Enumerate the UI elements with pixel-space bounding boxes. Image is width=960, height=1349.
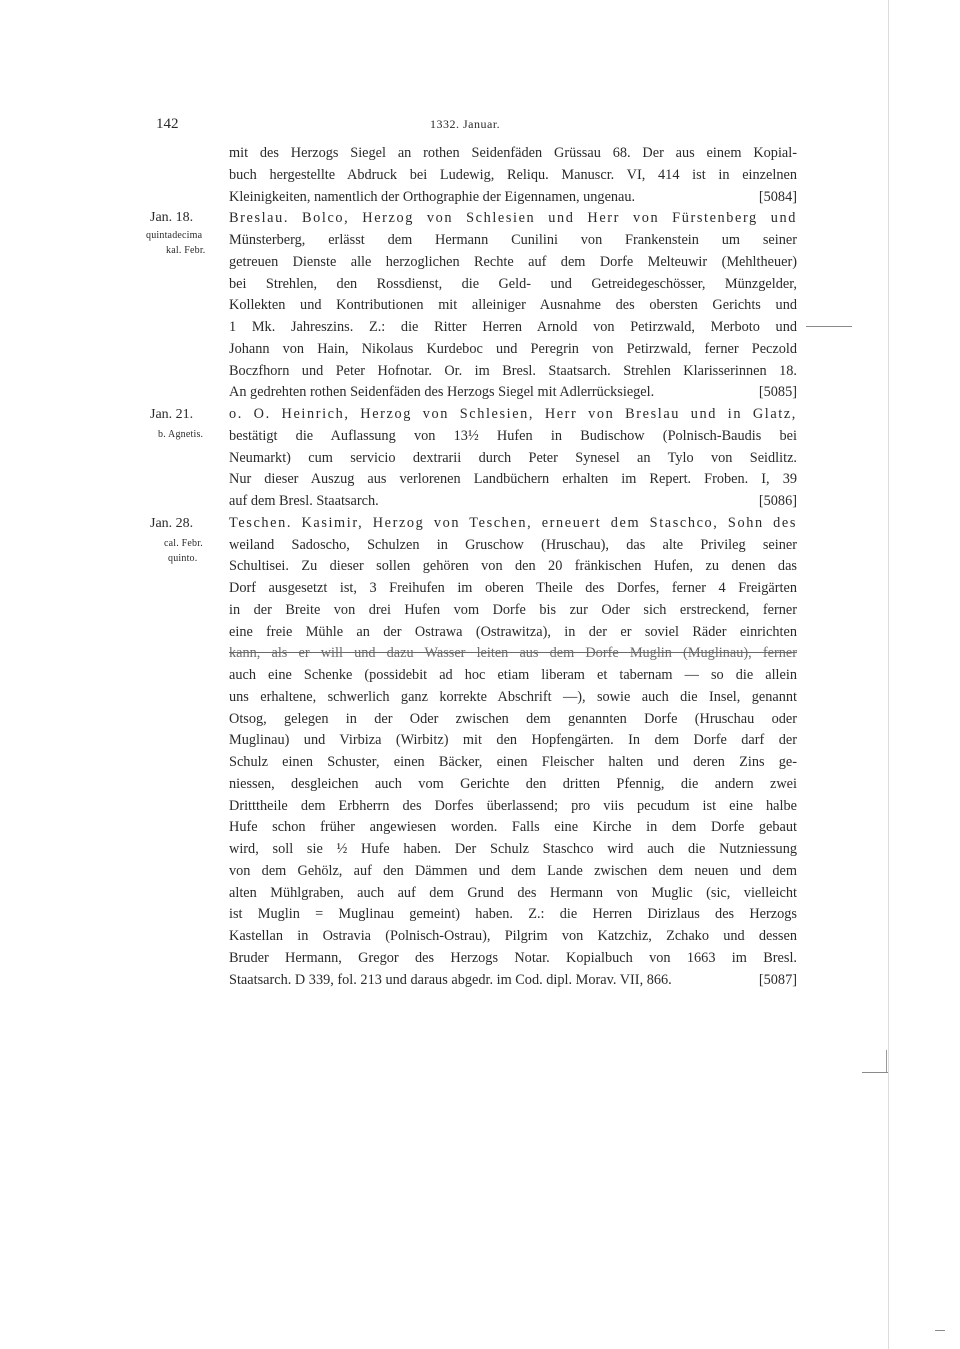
text-line: auch eine Schenke (possidebit ad hoc etiam liberam et tabernam — so die allein — [229, 667, 797, 683]
text-line: Münsterberg, erlässt dem Hermann Cunilini von Frankenstein um seiner — [229, 232, 797, 248]
margin-date: Jan. 18. — [150, 210, 194, 225]
text-line: von dem Gehölz, auf den Dämmen und dem Lande zwischen dem neuen und dem — [229, 862, 797, 879]
text-line: auf dem Bresl. Staatsarch. — [229, 493, 379, 509]
text-line: Hufe schon früher angewiesen worden. Falls eine Kirche in dem Dorfe gebaut — [229, 819, 797, 836]
text-line: Neumarkt) cum servicio dextrarii durch Peter Synesel an Tylo von Seidlitz. — [229, 449, 797, 466]
text-line: Boczfhorn und Peter Hofnotar. Or. im Bresl. Staatsarch. Strehlen Klarisserinnen 18. — [229, 362, 797, 379]
text-line: Dorf ausgesetzt ist, 3 Freihufen im oberen Theile des Dorfes, ferner 4 Freigärten — [229, 580, 797, 596]
margin-note-2 — [150, 407, 230, 442]
margin-line: kal. Febr. — [166, 245, 206, 256]
margin-date: Jan. 21. — [150, 407, 194, 422]
margin-line: cal. Febr. — [164, 538, 203, 549]
scan-mark — [862, 1072, 888, 1073]
running-head: 1332. Januar. — [430, 117, 501, 131]
text-line: bestätigt die Auflassung von 13½ Hufen in Budischow (Polnisch-Baudis bei — [229, 427, 797, 444]
text-line: Teschen. Kasimir, Herzog von Teschen, erneuert dem Staschco, Sohn des — [229, 514, 797, 531]
scan-mark — [806, 326, 852, 327]
margin-note-3 — [150, 516, 230, 566]
text-line: in der Breite von drei Hufen vom Dorfe bis zur Oder sich erstreckend, ferner — [229, 601, 797, 618]
text-line-with-ref — [229, 382, 797, 404]
margin-line: quintadecima — [146, 230, 203, 241]
text-line: Otsog, gelegen in der Oder zwischen dem genannten Dorfe (Hruschau oder — [229, 710, 797, 727]
body-text — [229, 143, 797, 991]
record-number: [5084] — [758, 188, 797, 205]
margin-date: Jan. 28. — [150, 516, 194, 531]
record-number: [5085] — [758, 384, 797, 401]
text-line: Staatsarch. D 339, fol. 213 und daraus abgedr. im Cod. dipl. Morav. VII, 866. — [229, 971, 672, 988]
text-line: 1 Mk. Jahreszins. Z.: die Ritter Herren Arnold von Petirzwald, Merboto und — [229, 319, 797, 335]
text-line: An gedrehten rothen Seidenfäden des Herzogs Siegel mit Adlerrücksiegel. — [229, 384, 655, 401]
text-line: o. O. Heinrich, Herzog von Schlesien, Herr von Breslau und in Glatz, — [229, 406, 797, 422]
text-line: Schulz einen Schuster, einen Bäcker, einen Fleischer halten und deren Zins ge- — [229, 754, 797, 770]
text-line: ist Muglin = Muglinau gemeint) haben. Z.: die Herren Dirizlaus des Herzogs — [229, 906, 797, 923]
text-line-with-ref — [229, 491, 797, 513]
scan-mark — [935, 1330, 945, 1331]
margin-note-1 — [146, 210, 230, 258]
text-line: Kollekten und Kontributionen mit alleiniger Ausnahme des obersten Gerichts und — [229, 297, 797, 314]
text-line: Nur dieser Auszug aus verlorenen Landbüchern erhalten im Repert. Froben. I, 39 — [229, 471, 797, 488]
text-line: weiland Sadoscho, Schulzen in Gruschow (Hruschau), das alte Privileg seiner — [229, 536, 797, 553]
text-line: Johann von Hain, Nikolaus Kurdeboc und Peregrin von Petirzwald, ferner Peczold — [229, 340, 797, 357]
text-line-with-ref — [229, 970, 797, 992]
text-line: Dritttheile dem Erbherrn des Dorfes überlassend; pro viis pecudum ist eine halbe — [229, 797, 797, 814]
margin-line: quinto. — [168, 553, 198, 564]
text-line: wird, soll sie ½ Hufe haben. Der Schulz Staschco wird auch die Nutzniessung — [229, 841, 797, 857]
page-number: 142 — [156, 116, 179, 132]
scan-edge-line — [888, 0, 889, 1349]
text-line: alten Mühlgraben, auch auf dem Grund des Hermann von Muglic (sic, vielleicht — [229, 884, 797, 901]
text-line: eine freie Mühle an der Ostrawa (Ostrawitza), in der er soviel Räder einrichten — [229, 623, 797, 640]
margin-line: b. Agnetis. — [158, 429, 204, 440]
text-line: Bruder Hermann, Gregor des Herzogs Notar. Kopialbuch von 1663 im Bresl. — [229, 949, 797, 966]
text-line: uns erhaltene, schwerlich ganz korrekte Abschrift —), sowie auch die Insel, genannt — [229, 688, 797, 705]
record-number: [5087] — [758, 971, 797, 988]
text-line: niessen, desgleichen auch vom Gerichte den dritten Pfennig, die andern zwei — [229, 775, 797, 792]
text-line: Kastellan in Ostravia (Polnisch-Ostrau), Pilgrim von Katzchiz, Zchako und dessen — [229, 928, 797, 944]
struck-text-line: kann, als er will und dazu Wasser leiten aus dem Dorfe Muglin (Muglinau), ferner — [229, 645, 797, 662]
record-number: [5086] — [758, 493, 797, 509]
text-line: Schultisei. Zu dieser sollen gehören von den 20 fränkischen Hufen, zu denen das — [229, 558, 797, 575]
text-line: Breslau. Bolco, Herzog von Schlesien und Herr von Fürstenberg und — [229, 210, 797, 227]
text-line: buch hergestellte Abdruck bei Ludewig, Reliqu. Manuscr. VI, 414 ist in einzelnen — [229, 166, 797, 183]
text-line: bei Strehlen, den Rossdienst, die Geld- und Getreidegeschösser, Münzgelder, — [229, 275, 797, 292]
text-line-with-ref — [229, 187, 797, 209]
text-line: Muglinau) und Virbiza (Wirbitz) mit den Hopfengärten. In dem Dorfe darf der — [229, 732, 797, 749]
text-line: Kleinigkeiten, namentlich der Orthographie der Eigennamen, ungenau. — [229, 188, 636, 205]
text-line: getreuen Dienste alle herzoglichen Rechte auf dem Dorfe Melteuwir (Mehltheuer) — [229, 253, 797, 270]
text-line: mit des Herzogs Siegel an rothen Seidenfäden Grüssau 68. Der aus einem Kopial- — [229, 145, 797, 161]
scan-mark-vertical — [886, 1050, 887, 1072]
